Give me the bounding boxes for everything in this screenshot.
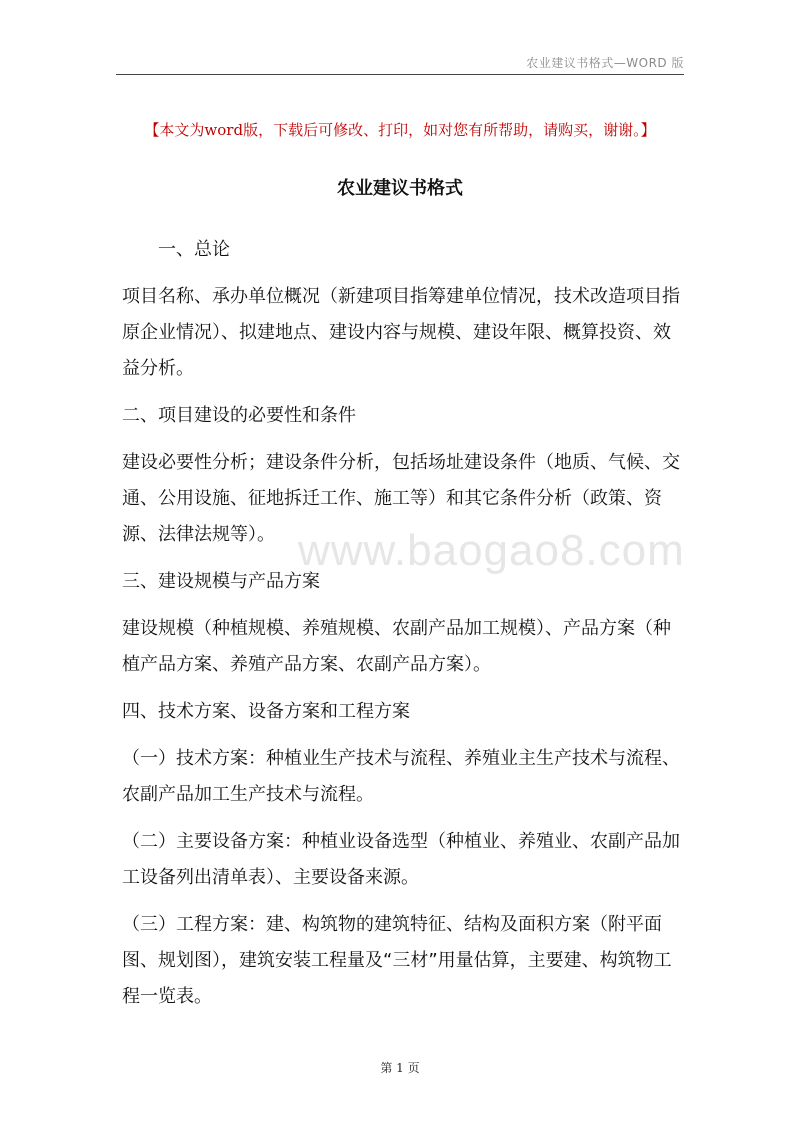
- page-number: 第 1 页: [380, 1061, 420, 1075]
- paragraph-technical-plan: （一）技术方案：种植业生产技术与流程、养殖业主生产技术与流程、农副产品加工生产技术与流程。: [122, 748, 680, 805]
- paragraph-equipment-plan: （二）主要设备方案：种植业设备选型（种植业、养殖业、农副产品加工设备列出清单表）、主要设备来源。: [122, 831, 680, 888]
- paragraph-general: 项目名称、承办单位概况（新建项目指筹建单位情况，技术改造项目指原企业情况）、拟建地点、建设内容与规模、建设年限、概算投资、效益分析。: [122, 286, 680, 379]
- section-heading-general: 一、总论: [158, 239, 230, 260]
- document-title: 农业建议书格式: [337, 178, 463, 199]
- word-version-notice: 【本文为word版，下载后可修改、打印，如对您有所帮助，请购买，谢谢。】: [144, 121, 656, 139]
- paragraph-scale: 建设规模（种植规模、养殖规模、农副产品加工规模）、产品方案（种植产品方案、养殖产品方案、农副产品方案）。: [122, 618, 671, 675]
- paragraph-engineering-plan: （三）工程方案：建、构筑物的建筑特征、结构及面积方案（附平面图、规划图），建筑安装工程量及“三材”用量估算，主要建、构筑物工程一览表。: [122, 914, 672, 1007]
- paragraph-necessity: 建设必要性分析；建设条件分析，包括场址建设条件（地质、气候、交通、公用设施、征地拆迁工作、施工等）和其它条件分析（政策、资源、法律法规等）。: [122, 452, 680, 545]
- section-heading-scale: 三、建设规模与产品方案: [122, 571, 320, 592]
- running-header: 农业建议书格式—WORD 版: [526, 56, 684, 70]
- section-heading-plans: 四、技术方案、设备方案和工程方案: [122, 701, 410, 722]
- section-heading-necessity: 二、项目建设的必要性和条件: [122, 405, 356, 426]
- header-rule: [116, 74, 684, 75]
- site-watermark: www.baogao8.com: [298, 526, 685, 575]
- document-body: [122, 232, 688, 1026]
